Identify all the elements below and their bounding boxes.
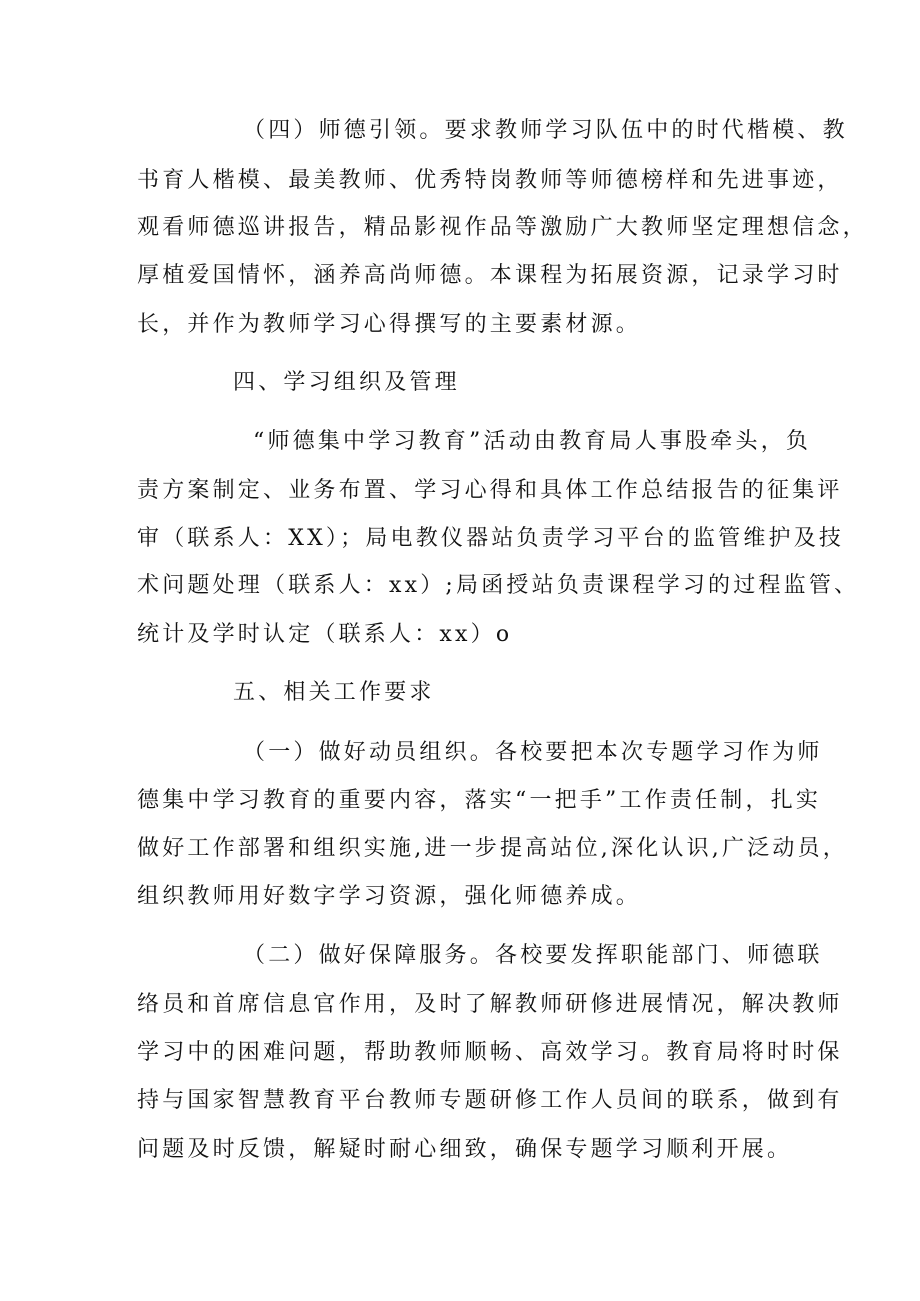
text-line: 审（联系人：XX）；局电教仪器站负责学习平台的监管维护及技 <box>137 526 845 551</box>
text-line: 络员和首席信息官作用，及时了解教师研修进展情况，解决教师 <box>137 992 843 1017</box>
text-line: （一）做好动员组织。各校要把本次专题学习作为师 <box>243 740 823 765</box>
text-line: 持与国家智慧教育平台教师专题研修工作人员间的联系，做到有 <box>137 1088 843 1113</box>
text-line: 学习中的困难问题，帮助教师顺畅、高效学习。教育局将时时保 <box>137 1040 843 1065</box>
text-line: 责方案制定、业务布置、学习心得和具体工作总结报告的征集评 <box>137 478 843 503</box>
text-line: 观看师德巡讲报告，精品影视作品等激励广大教师坚定理想信念， <box>137 215 868 240</box>
text-line: “师德集中学习教育”活动由教育局人事股牵头，负 <box>253 429 812 454</box>
text-line: 术问题处理（联系人：xx）;局函授站负责课程学习的过程监管、 <box>137 573 860 598</box>
text-line: 统计及学时认定（联系人：xx）o <box>137 622 513 647</box>
text-line: 问题及时反馈，解疑时耐心细致，确保专题学习顺利开展。 <box>137 1137 793 1162</box>
text-line: 厚植爱国情怀，涵养高尚师德。本课程为拓展资源，记录学习时 <box>137 263 843 288</box>
text-line: 组织教师用好数字学习资源，强化师德养成。 <box>137 884 642 909</box>
section-heading-4: 四、学习组织及管理 <box>233 370 460 395</box>
text-line: 长，并作为教师学习心得撰写的主要素材源。 <box>137 312 642 337</box>
section-heading-5: 五、相关工作要求 <box>233 680 435 705</box>
text-line: 德集中学习教育的重要内容，落实“一把手”工作责任制，扎实 <box>137 788 822 813</box>
text-line: （四）师德引领。要求教师学习队伍中的时代楷模、教 <box>243 118 848 143</box>
text-line: （二）做好保障服务。各校要发挥职能部门、师德联 <box>243 943 823 968</box>
text-line: 书育人楷模、最美教师、优秀特岗教师等师德榜样和先进事迹， <box>137 168 843 193</box>
text-line: 做好工作部署和组织实施,进一步提高站位,深化认识,广泛动员， <box>137 836 848 861</box>
